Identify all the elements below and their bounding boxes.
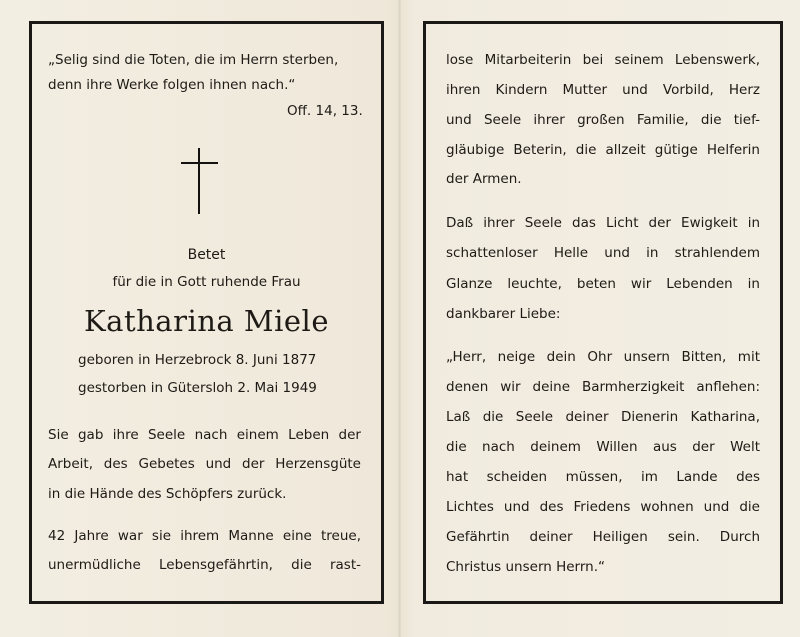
bible-quote-line-1: „Selig sind die Toten, die im Herrn sterben, [48, 52, 339, 68]
right-paragraph-1-line-4: gläubige Beterin, die allzeit gütige Helferin [446, 142, 760, 158]
prayer-line-5: hat scheiden müssen, im Lande des [446, 469, 760, 485]
left-paragraph-1-line-3: in die Hände des Schöpfers zurück. [48, 486, 287, 502]
prayer-line-8: Christus unsern Herrn.“ [446, 559, 606, 575]
left-paragraph-2-line-2: unermüdliche Lebensgefährtin, die rast- [48, 557, 361, 573]
left-paragraph-1-line-1: Sie gab ihre Seele nach einem Leben der [48, 427, 361, 443]
right-paragraph-2-line-2: schattenloser Helle und in strahlendem [446, 245, 760, 261]
deceased-name: Katharina Miele [84, 304, 329, 338]
right-paragraph-1-line-5: der Armen. [446, 171, 522, 187]
right-paragraph-1-line-3: und Seele ihrer großen Familie, die tief- [446, 112, 760, 128]
prayer-line-6: Lichtes und des Friedens wohnen und die [446, 499, 760, 515]
prayer-line-3: Laß die Seele deiner Dienerin Katharina, [446, 409, 760, 425]
left-paragraph-1-line-2: Arbeit, des Gebetes und der Herzensgüte [48, 456, 361, 472]
pray-for-line: für die in Gott ruhende Frau [112, 274, 301, 290]
birth-line: geboren in Herzebrock 8. Juni 1877 [78, 352, 317, 368]
left-paragraph-2-line-1: 42 Jahre war sie ihrem Manne eine treue, [48, 528, 361, 544]
death-line: gestorben in Gütersloh 2. Mai 1949 [78, 380, 317, 396]
bible-reference: Off. 14, 13. [287, 103, 363, 119]
fold-crease [398, 0, 401, 637]
prayer-line-2: denen wir deine Barmherzigkeit anflehen: [446, 379, 760, 395]
right-paragraph-2-line-3: Glanze leuchte, beten wir Lebenden in [446, 276, 760, 292]
pray-heading: Betet [187, 247, 226, 263]
bible-quote-line-2: denn ihre Werke folgen ihnen nach.“ [48, 77, 296, 93]
right-paragraph-2-line-1: Daß ihrer Seele das Licht der Ewigkeit in [446, 215, 760, 231]
cross-icon-bar [181, 162, 218, 164]
prayer-line-4: die nach deinem Willen aus der Welt [446, 439, 760, 455]
right-paragraph-1-line-2: ihren Kindern Mutter und Vorbild, Herz [446, 82, 760, 98]
prayer-line-1: „Herr, neige dein Ohr unsern Bitten, mit [446, 349, 760, 365]
right-paragraph-1-line-1: lose Mitarbeiterin bei seinem Lebenswerk, [446, 52, 760, 68]
right-paragraph-2-line-4: dankbarer Liebe: [446, 306, 561, 322]
cross-icon [198, 148, 200, 214]
prayer-line-7: Gefährtin deiner Heiligen sein. Durch [446, 529, 760, 545]
